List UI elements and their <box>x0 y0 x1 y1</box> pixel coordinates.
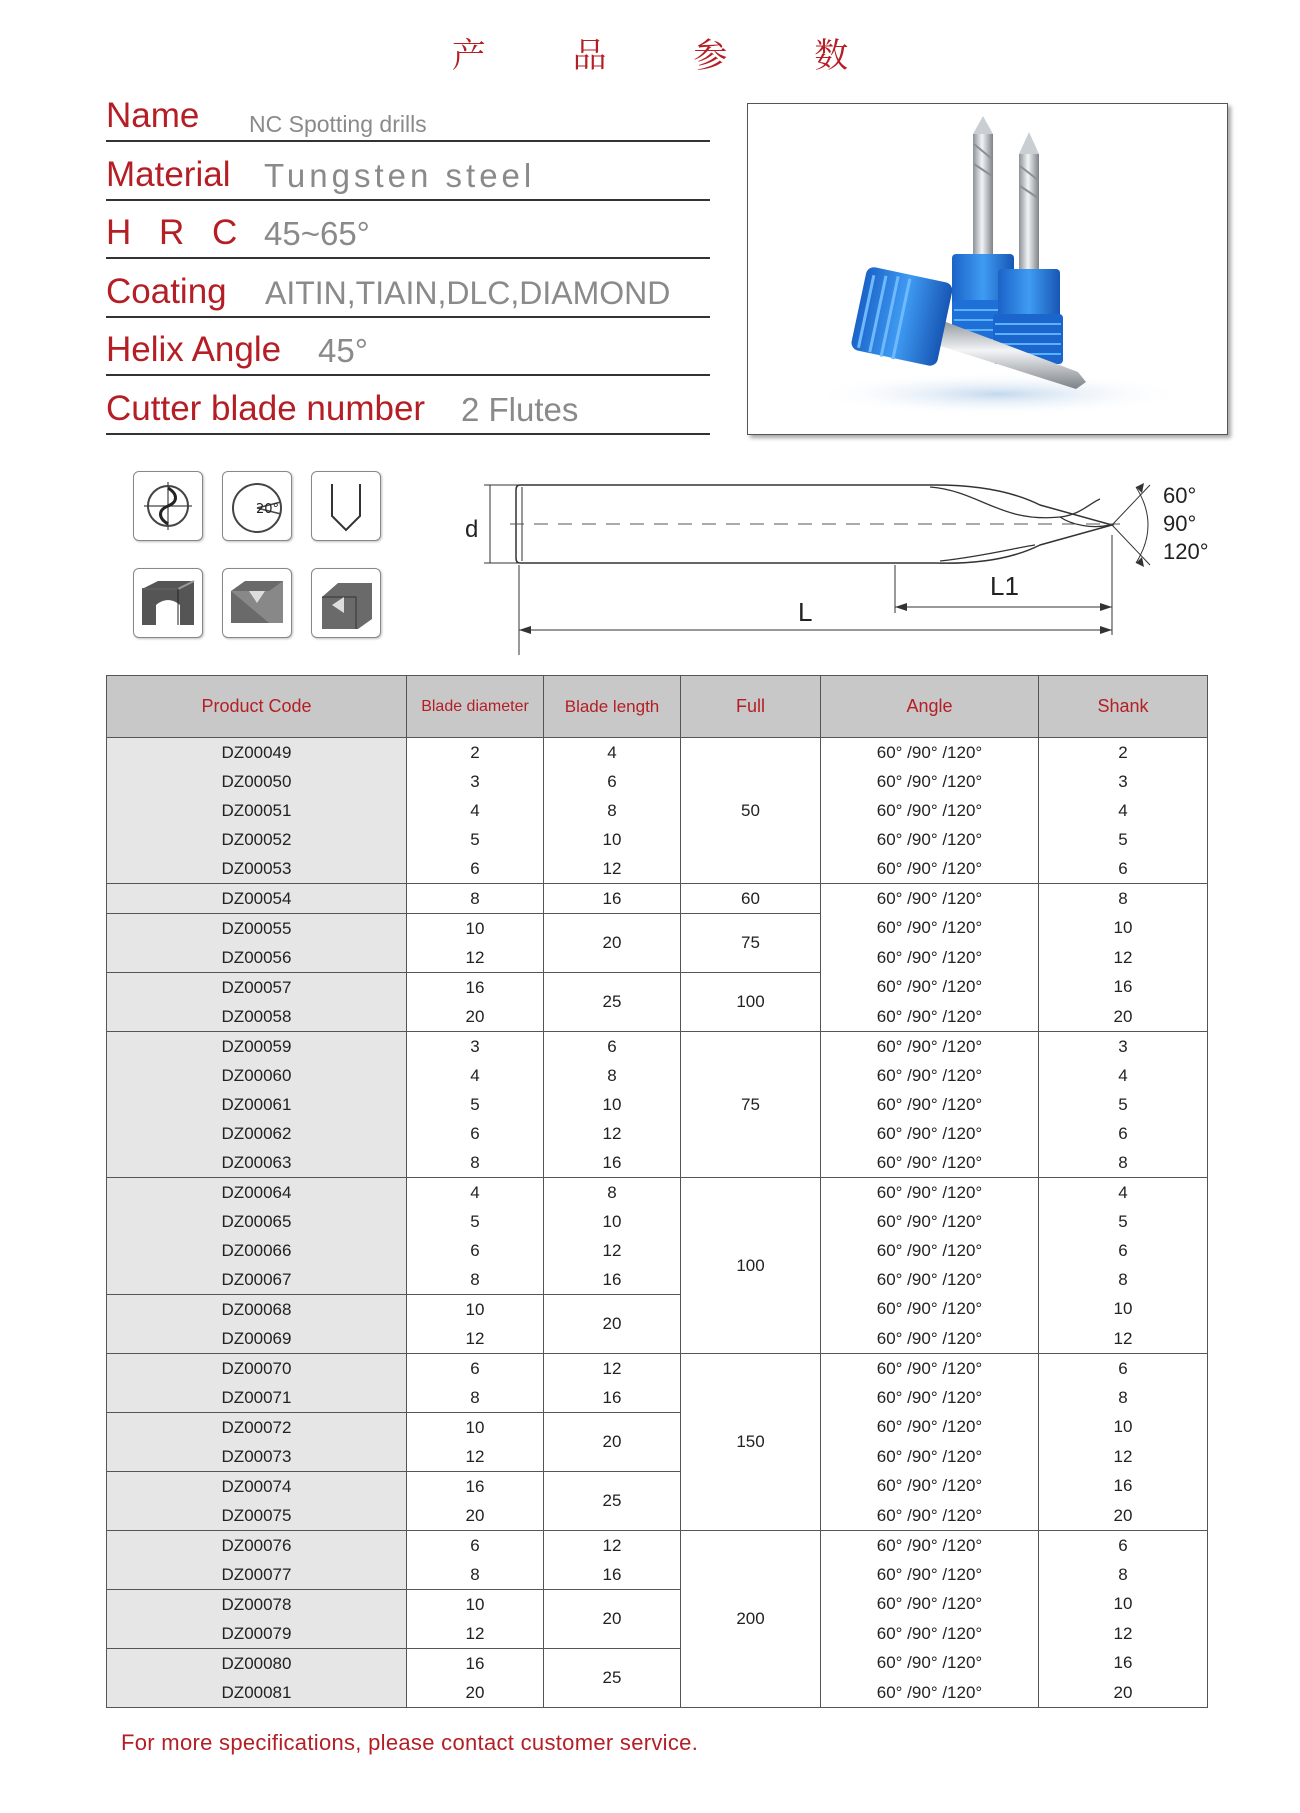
table-row <box>107 854 1208 884</box>
angle-cell: 60° /90° /120° <box>821 1207 1039 1236</box>
blade-length-cell: 16 <box>544 1148 681 1178</box>
product-code-cell: DZ00073 <box>107 1442 407 1472</box>
full-length-cell: 60 <box>681 884 821 914</box>
blade-length-cell: 25 <box>544 1472 681 1531</box>
product-code-cell: DZ00058 <box>107 1002 407 1032</box>
table-row <box>107 1178 1208 1208</box>
full-length-cell: 100 <box>681 973 821 1032</box>
spec-row-name <box>106 96 710 142</box>
blade-length-cell: 25 <box>544 1649 681 1708</box>
angle-cell: 60° /90° /120° <box>821 1678 1039 1708</box>
flute-length-label: L1 <box>990 571 1019 601</box>
angle-cell: 60° /90° /120° <box>821 1560 1039 1590</box>
blade-diameter-cell: 12 <box>407 943 544 973</box>
blade-diameter-cell: 12 <box>407 1619 544 1649</box>
blade-length-cell: 16 <box>544 1265 681 1295</box>
flute-section-icon <box>133 471 203 541</box>
angle-cell: 60° /90° /120° <box>821 884 1039 914</box>
blade-diameter-cell: 3 <box>407 767 544 796</box>
angle-cell: 60° /90° /120° <box>821 1472 1039 1502</box>
page-title: 产 品 参 数 <box>451 36 887 76</box>
blade-diameter-cell: 3 <box>407 1032 544 1062</box>
shank-cell: 8 <box>1039 1148 1208 1178</box>
table-row <box>107 1061 1208 1090</box>
product-code-cell: DZ00079 <box>107 1619 407 1649</box>
table-row <box>107 1265 1208 1295</box>
product-code-cell: DZ00062 <box>107 1119 407 1148</box>
table-row <box>107 1207 1208 1236</box>
shank-cell: 5 <box>1039 1090 1208 1119</box>
product-code-cell: DZ00076 <box>107 1531 407 1561</box>
product-code-cell: DZ00054 <box>107 884 407 914</box>
footer-note: For more specifications, please contact customer service. <box>121 1730 699 1755</box>
angle-cell: 60° /90° /120° <box>821 1531 1039 1561</box>
shank-cell: 12 <box>1039 1442 1208 1472</box>
blade-length-cell: 8 <box>544 1061 681 1090</box>
angle-cell: 60° /90° /120° <box>821 767 1039 796</box>
product-code-cell: DZ00052 <box>107 825 407 854</box>
table-row <box>107 767 1208 796</box>
angle-cell: 60° /90° /120° <box>821 1032 1039 1062</box>
product-code-cell: DZ00065 <box>107 1207 407 1236</box>
product-photo <box>747 103 1228 435</box>
spec-row-helix <box>106 330 710 376</box>
product-code-cell: DZ00066 <box>107 1236 407 1265</box>
blade-length-cell: 20 <box>544 1295 681 1354</box>
blade-length-cell: 12 <box>544 1119 681 1148</box>
shank-cell: 3 <box>1039 1032 1208 1062</box>
table-row <box>107 825 1208 854</box>
table-body <box>107 738 1208 1708</box>
angle-cell: 60° /90° /120° <box>821 1148 1039 1178</box>
angle-cell: 60° /90° /120° <box>821 973 1039 1003</box>
full-length-cell: 75 <box>681 1032 821 1178</box>
blade-diameter-cell: 8 <box>407 1560 544 1590</box>
blade-length-cell: 20 <box>544 1413 681 1472</box>
angle-cell: 60° /90° /120° <box>821 1442 1039 1472</box>
product-code-cell: DZ00059 <box>107 1032 407 1062</box>
product-code-cell: DZ00051 <box>107 796 407 825</box>
table-row <box>107 1590 1208 1620</box>
product-code-cell: DZ00057 <box>107 973 407 1003</box>
shank-cell: 12 <box>1039 1619 1208 1649</box>
blade-diameter-cell: 8 <box>407 1383 544 1413</box>
blade-diameter-cell: 5 <box>407 1090 544 1119</box>
spec-value: NC Spotting drills <box>249 111 427 137</box>
blade-diameter-cell: 8 <box>407 1265 544 1295</box>
product-code-cell: DZ00072 <box>107 1413 407 1443</box>
blade-length-cell: 10 <box>544 825 681 854</box>
angle-cell: 60° /90° /120° <box>821 796 1039 825</box>
product-code-cell: DZ00060 <box>107 1061 407 1090</box>
shank-cell: 10 <box>1039 914 1208 944</box>
shank-cell: 6 <box>1039 1531 1208 1561</box>
product-code-cell: DZ00077 <box>107 1560 407 1590</box>
shank-cell: 20 <box>1039 1678 1208 1708</box>
blade-diameter-cell: 5 <box>407 825 544 854</box>
angle-cell: 60° /90° /120° <box>821 738 1039 768</box>
overall-length-label: L <box>798 597 813 627</box>
shank-cell: 16 <box>1039 1649 1208 1679</box>
blade-length-cell: 12 <box>544 1236 681 1265</box>
table-row <box>107 1649 1208 1679</box>
blade-length-cell: 8 <box>544 1178 681 1208</box>
spec-label: Material <box>106 155 231 194</box>
angle-cell: 60° /90° /120° <box>821 1383 1039 1413</box>
product-code-cell: DZ00061 <box>107 1090 407 1119</box>
angle-cell: 60° /90° /120° <box>821 1619 1039 1649</box>
table-row <box>107 1032 1208 1062</box>
spec-label: Name <box>106 96 200 135</box>
blade-diameter-cell: 6 <box>407 1119 544 1148</box>
blade-diameter-cell: 10 <box>407 1413 544 1443</box>
helix-angle-icon <box>222 471 292 541</box>
blade-diameter-cell: 6 <box>407 1236 544 1265</box>
angle-120: 120° <box>1163 539 1209 564</box>
angle-cell: 60° /90° /120° <box>821 1413 1039 1443</box>
blade-length-cell: 8 <box>544 796 681 825</box>
spec-label: Coating <box>106 272 227 311</box>
spec-row-flutes <box>106 389 710 435</box>
blade-diameter-cell: 20 <box>407 1002 544 1032</box>
angle-cell: 60° /90° /120° <box>821 825 1039 854</box>
v-groove-icon <box>222 568 292 638</box>
blade-diameter-cell: 4 <box>407 1178 544 1208</box>
chamfer-icon <box>311 568 381 638</box>
angle-cell: 60° /90° /120° <box>821 854 1039 884</box>
helix-angle-value: 20° <box>256 502 280 517</box>
blade-length-cell: 16 <box>544 1383 681 1413</box>
spec-value: Tungsten steel <box>264 157 536 194</box>
spec-row-hrc <box>106 213 710 259</box>
blade-length-cell: 16 <box>544 884 681 914</box>
blade-diameter-cell: 4 <box>407 1061 544 1090</box>
product-table <box>106 675 1208 1708</box>
col-header: Blade length <box>544 676 681 738</box>
table-row <box>107 884 1208 914</box>
shank-cell: 12 <box>1039 943 1208 973</box>
full-length-cell: 200 <box>681 1531 821 1708</box>
product-code-cell: DZ00078 <box>107 1590 407 1620</box>
blade-length-cell: 10 <box>544 1090 681 1119</box>
angle-cell: 60° /90° /120° <box>821 1178 1039 1208</box>
blade-diameter-cell: 4 <box>407 796 544 825</box>
slot-machining-icon <box>133 568 203 638</box>
full-length-cell: 50 <box>681 738 821 884</box>
shank-cell: 6 <box>1039 1119 1208 1148</box>
blade-diameter-cell: 20 <box>407 1678 544 1708</box>
spec-label: Cutter blade number <box>106 389 426 428</box>
shank-cell: 10 <box>1039 1295 1208 1325</box>
angle-cell: 60° /90° /120° <box>821 1295 1039 1325</box>
shank-cell: 8 <box>1039 884 1208 914</box>
shank-cell: 16 <box>1039 1472 1208 1502</box>
table-row <box>107 1413 1208 1443</box>
angle-cell: 60° /90° /120° <box>821 1590 1039 1620</box>
blade-diameter-cell: 16 <box>407 1649 544 1679</box>
blade-diameter-cell: 16 <box>407 973 544 1003</box>
blade-diameter-cell: 6 <box>407 1531 544 1561</box>
shank-cell: 20 <box>1039 1501 1208 1531</box>
shank-cell: 4 <box>1039 1178 1208 1208</box>
blade-length-cell: 6 <box>544 767 681 796</box>
shank-cell: 8 <box>1039 1383 1208 1413</box>
blade-length-cell: 16 <box>544 1560 681 1590</box>
blade-diameter-cell: 16 <box>407 1472 544 1502</box>
angle-cell: 60° /90° /120° <box>821 1265 1039 1295</box>
blade-length-cell: 25 <box>544 973 681 1032</box>
v-point-icon <box>311 471 381 541</box>
table-row <box>107 1354 1208 1384</box>
shank-cell: 8 <box>1039 1560 1208 1590</box>
angle-90: 90° <box>1163 511 1197 536</box>
shank-cell: 6 <box>1039 1354 1208 1384</box>
col-header: Blade diameter <box>407 676 544 738</box>
angle-cell: 60° /90° /120° <box>821 1649 1039 1679</box>
angle-cell: 60° /90° /120° <box>821 1354 1039 1384</box>
table-row <box>107 973 1208 1003</box>
blade-diameter-cell: 8 <box>407 884 544 914</box>
angle-cell: 60° /90° /120° <box>821 1501 1039 1531</box>
angle-cell: 60° /90° /120° <box>821 914 1039 944</box>
shank-cell: 5 <box>1039 1207 1208 1236</box>
spec-row-coating <box>106 272 710 318</box>
table-row <box>107 914 1208 944</box>
blade-diameter-cell: 2 <box>407 738 544 768</box>
blade-diameter-cell: 12 <box>407 1324 544 1354</box>
shank-cell: 10 <box>1039 1590 1208 1620</box>
spec-row-material <box>106 155 710 201</box>
shank-cell: 5 <box>1039 825 1208 854</box>
shank-cell: 6 <box>1039 1236 1208 1265</box>
spec-value: 45~65° <box>264 215 370 252</box>
diameter-label: d <box>465 516 479 543</box>
full-length-cell: 75 <box>681 914 821 973</box>
spec-label: Helix Angle <box>106 330 282 369</box>
blade-diameter-cell: 8 <box>407 1148 544 1178</box>
table-row <box>107 1236 1208 1265</box>
angle-cell: 60° /90° /120° <box>821 1236 1039 1265</box>
product-code-cell: DZ00071 <box>107 1383 407 1413</box>
product-code-cell: DZ00074 <box>107 1472 407 1502</box>
spec-value: AITIN,TIAIN,DLC,DIAMOND <box>265 275 671 311</box>
blade-length-cell: 12 <box>544 1354 681 1384</box>
full-length-cell: 100 <box>681 1178 821 1354</box>
table-row <box>107 1295 1208 1325</box>
spec-value: 45° <box>318 332 368 369</box>
angle-cell: 60° /90° /120° <box>821 1002 1039 1032</box>
full-length-cell: 150 <box>681 1354 821 1531</box>
col-header: Full <box>681 676 821 738</box>
product-code-cell: DZ00064 <box>107 1178 407 1208</box>
blade-length-cell: 20 <box>544 1590 681 1649</box>
blade-length-cell: 6 <box>544 1032 681 1062</box>
blade-length-cell: 12 <box>544 1531 681 1561</box>
table-row <box>107 1119 1208 1148</box>
blade-diameter-cell: 6 <box>407 854 544 884</box>
shank-cell: 10 <box>1039 1413 1208 1443</box>
product-code-cell: DZ00068 <box>107 1295 407 1325</box>
col-header: Angle <box>821 676 1039 738</box>
angle-cell: 60° /90° /120° <box>821 1061 1039 1090</box>
table-row <box>107 1560 1208 1590</box>
table-row <box>107 796 1208 825</box>
angle-cell: 60° /90° /120° <box>821 943 1039 973</box>
angle-cell: 60° /90° /120° <box>821 1324 1039 1354</box>
blade-diameter-cell: 20 <box>407 1501 544 1531</box>
col-header: Product Code <box>107 676 407 738</box>
product-code-cell: DZ00050 <box>107 767 407 796</box>
drill-diagram <box>460 465 1220 665</box>
shank-cell: 4 <box>1039 1061 1208 1090</box>
blade-length-cell: 10 <box>544 1207 681 1236</box>
product-code-cell: DZ00069 <box>107 1324 407 1354</box>
table-row <box>107 1148 1208 1178</box>
product-code-cell: DZ00055 <box>107 914 407 944</box>
blade-diameter-cell: 5 <box>407 1207 544 1236</box>
blade-diameter-cell: 12 <box>407 1442 544 1472</box>
blade-length-cell: 20 <box>544 914 681 973</box>
product-code-cell: DZ00056 <box>107 943 407 973</box>
spec-label: H R C <box>106 213 247 252</box>
product-code-cell: DZ00067 <box>107 1265 407 1295</box>
angle-cell: 60° /90° /120° <box>821 1090 1039 1119</box>
table-row <box>107 738 1208 768</box>
product-code-cell: DZ00070 <box>107 1354 407 1384</box>
shank-cell: 12 <box>1039 1324 1208 1354</box>
table-row <box>107 1383 1208 1413</box>
table-header-row <box>107 676 1208 738</box>
product-code-cell: DZ00049 <box>107 738 407 768</box>
shank-cell: 6 <box>1039 854 1208 884</box>
angle-60: 60° <box>1163 483 1197 508</box>
product-code-cell: DZ00063 <box>107 1148 407 1178</box>
blade-length-cell: 12 <box>544 854 681 884</box>
product-code-cell: DZ00075 <box>107 1501 407 1531</box>
table-row <box>107 1090 1208 1119</box>
table-row <box>107 1531 1208 1561</box>
product-code-cell: DZ00081 <box>107 1678 407 1708</box>
blade-diameter-cell: 6 <box>407 1354 544 1384</box>
shank-cell: 2 <box>1039 738 1208 768</box>
shank-cell: 8 <box>1039 1265 1208 1295</box>
shank-cell: 4 <box>1039 796 1208 825</box>
blade-diameter-cell: 10 <box>407 1295 544 1325</box>
angle-cell: 60° /90° /120° <box>821 1119 1039 1148</box>
table-row <box>107 1472 1208 1502</box>
blade-length-cell: 4 <box>544 738 681 768</box>
spec-value: 2 Flutes <box>461 391 579 428</box>
product-code-cell: DZ00080 <box>107 1649 407 1679</box>
product-code-cell: DZ00053 <box>107 854 407 884</box>
blade-diameter-cell: 10 <box>407 914 544 944</box>
blade-diameter-cell: 10 <box>407 1590 544 1620</box>
shank-cell: 16 <box>1039 973 1208 1003</box>
shank-cell: 20 <box>1039 1002 1208 1032</box>
shank-cell: 3 <box>1039 767 1208 796</box>
col-header: Shank <box>1039 676 1208 738</box>
